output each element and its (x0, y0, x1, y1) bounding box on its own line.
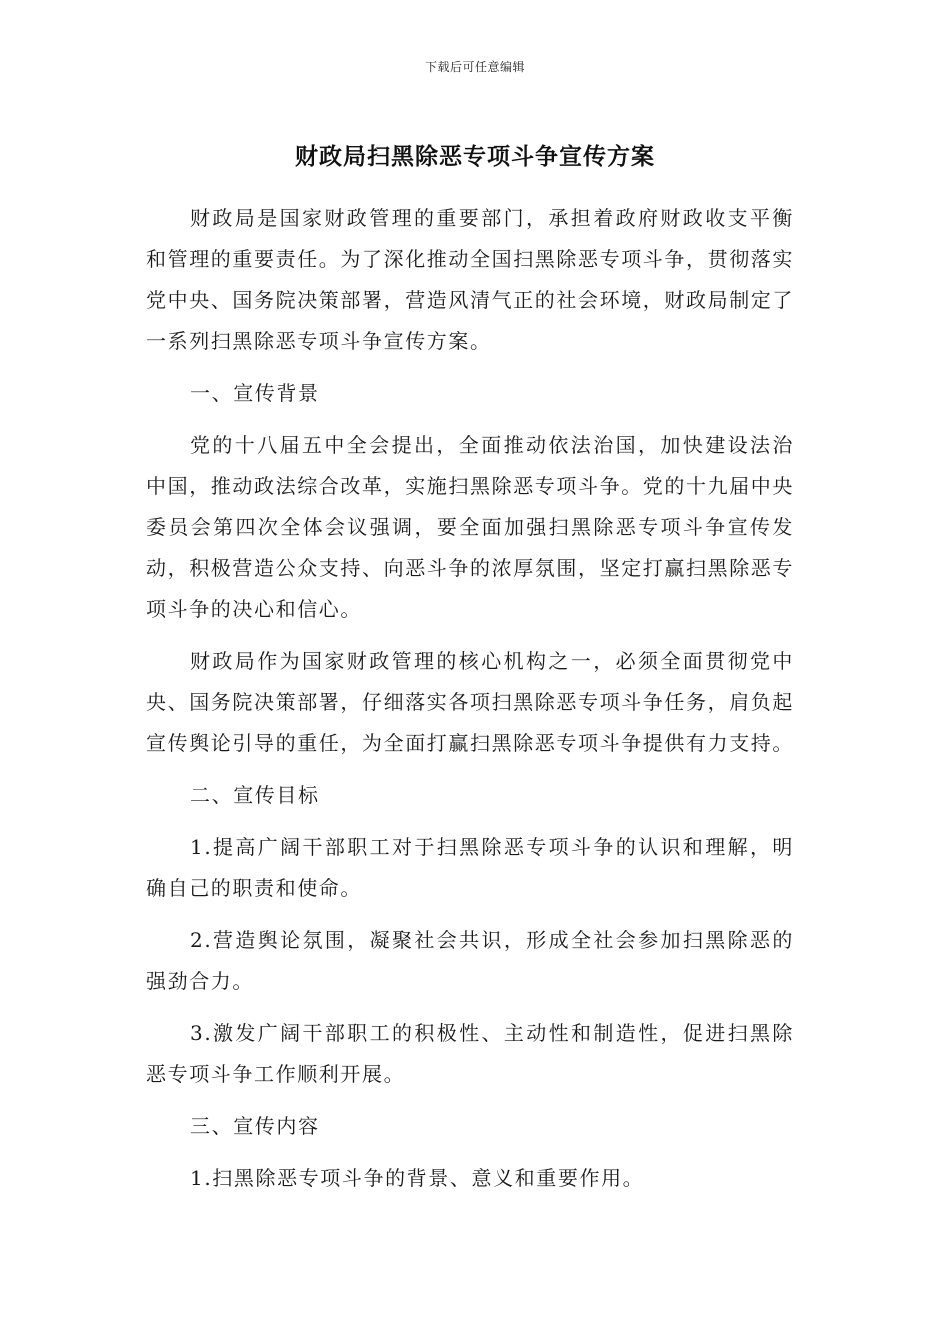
header-note: 下载后可任意编辑 (424, 60, 525, 74)
background-paragraph-2: 财政局作为国家财政管理的核心机构之一，必须全面贯彻党中央、国务院决策部署，仔细落实各项扫黑除恶专项斗争任务，肩负起宣传舆论引导的重任，为全面打赢扫黑除恶专项斗争提供有力支持。 (146, 649, 794, 755)
background-paragraph-1: 党的十八届五中全会提出，全面推动依法治国，加快建设法治中国，推动政法综合改革，实施扫黑除恶专项斗争。党的十九届中央委员会第四次全体会议强调，要全面加强扫黑除恶专项斗争宣传发动，积极营造公众支持、向恶斗争的浓厚氛围，坚定打赢扫黑除恶专项斗争的决心和信心。 (146, 433, 794, 621)
section-heading-content: 三、宣传内容 (190, 1114, 320, 1138)
document-title: 财政局扫黑除恶专项斗争宣传方案 (295, 144, 655, 170)
goal-item-1: 1.提高广阔干部职工对于扫黑除恶专项斗争的认识和理解，明确自己的职责和使命。 (146, 835, 794, 900)
document-body (146, 198, 794, 1210)
goal-item-3: 3.激发广阔干部职工的积极性、主动性和制造性，促进扫黑除恶专项斗争工作顺利开展。 (146, 1021, 794, 1086)
section-heading-background: 一、宣传背景 (190, 381, 320, 405)
section-heading-goals: 二、宣传目标 (190, 783, 320, 807)
content-item-1: 1.扫黑除恶专项斗争的背景、意义和重要作用。 (190, 1166, 645, 1190)
intro-paragraph: 财政局是国家财政管理的重要部门，承担着政府财政收支平衡和管理的重要责任。为了深化推动全国扫黑除恶专项斗争，贯彻落实党中央、国务院决策部署，营造风清气正的社会环境，财政局制定了一系列扫黑除恶专项斗争宣传方案。 (146, 206, 794, 353)
goal-item-2: 2.营造舆论氛围，凝聚社会共识，形成全社会参加扫黑除恶的强劲合力。 (146, 928, 794, 993)
